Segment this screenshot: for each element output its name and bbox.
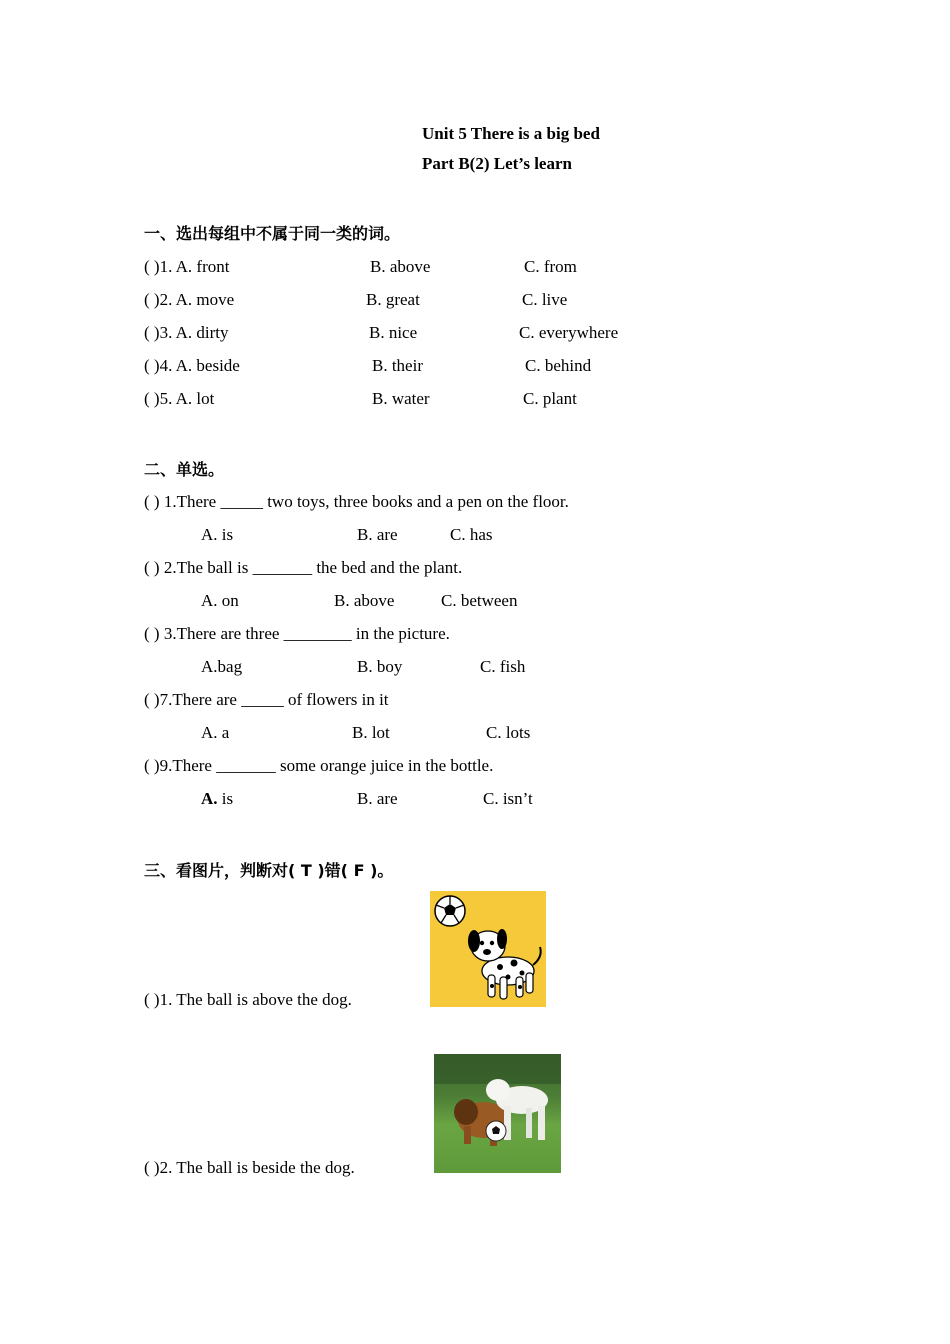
s1-q1: ( )1. A. front <box>144 257 230 276</box>
s1-q2-option-b: B. great <box>366 290 420 309</box>
s1-q1-option-c: C. from <box>524 257 577 276</box>
s2-q3: ( ) 3.There are three ________ in the picture. <box>144 624 450 643</box>
s2-q5: ( )9.There _______ some orange juice in the bottle. <box>144 756 494 775</box>
s2-q4-option-b: B. lot <box>352 723 390 742</box>
s2-q4-option-c: C. lots <box>486 723 531 742</box>
s2-q4: ( )7.There are _____ of flowers in it <box>144 690 389 709</box>
page-subtitle: Part B(2) Let’s learn <box>422 154 572 173</box>
dalmatian-illustration <box>430 891 546 1007</box>
s1-q3: ( )3. A. dirty <box>144 323 229 342</box>
s1-q2-option-c: C. live <box>522 290 568 309</box>
s2-q5-option-c: C. isn’t <box>483 789 533 808</box>
s2-q4-option-a: A. a <box>201 723 230 742</box>
s1-q2: ( )2. A. move <box>144 290 235 309</box>
s2-q2-option-b: B. above <box>334 591 395 610</box>
section-2-heading: 二、单选。 <box>144 460 225 479</box>
s2-q5-option-a-text: is <box>217 789 234 808</box>
s1-q4-option-c: C. behind <box>525 356 592 375</box>
s2-q3-option-a: A.bag <box>201 657 243 676</box>
s2-q3-option-c: C. fish <box>480 657 526 676</box>
s1-q5-option-c: C. plant <box>523 389 577 408</box>
s2-q5-option-a-letter: A. <box>201 789 218 808</box>
s2-q1-option-b: B. are <box>357 525 398 544</box>
s1-q3-option-c: C. everywhere <box>519 323 619 342</box>
s2-q5-option-a <box>201 789 233 809</box>
s2-q3-option-b: B. boy <box>357 657 403 676</box>
two-dogs-ball-image <box>434 1054 561 1173</box>
two-dogs-illustration <box>434 1054 561 1173</box>
s1-q5-option-b: B. water <box>372 389 430 408</box>
s1-q1-option-b: B. above <box>370 257 431 276</box>
s1-q4-option-b: B. their <box>372 356 423 375</box>
s2-q1-option-a: A. is <box>201 525 234 544</box>
s2-q1-option-c: C. has <box>450 525 493 544</box>
s2-q1: ( ) 1.There _____ two toys, three books and a pen on the floor. <box>144 492 569 511</box>
s2-q2-option-a: A. on <box>201 591 239 610</box>
s3-q1: ( )1. The ball is above the dog. <box>144 990 352 1009</box>
s2-q5-option-b: B. are <box>357 789 398 808</box>
page-title: Unit 5 There is a big bed <box>422 124 600 143</box>
s2-q2: ( ) 2.The ball is _______ the bed and the plant. <box>144 558 463 577</box>
s2-q2-option-c: C. between <box>441 591 518 610</box>
s1-q4: ( )4. A. beside <box>144 356 240 375</box>
section-3-heading: 三、看图片，判断对( T )错( F )。 <box>144 861 394 880</box>
s1-q5: ( )5. A. lot <box>144 389 215 408</box>
s1-q3-option-b: B. nice <box>369 323 418 342</box>
s3-q2: ( )2. The ball is beside the dog. <box>144 1158 355 1177</box>
dalmatian-ball-image <box>430 891 546 1007</box>
section-1-heading: 一、选出每组中不属于同一类的词。 <box>144 224 401 243</box>
